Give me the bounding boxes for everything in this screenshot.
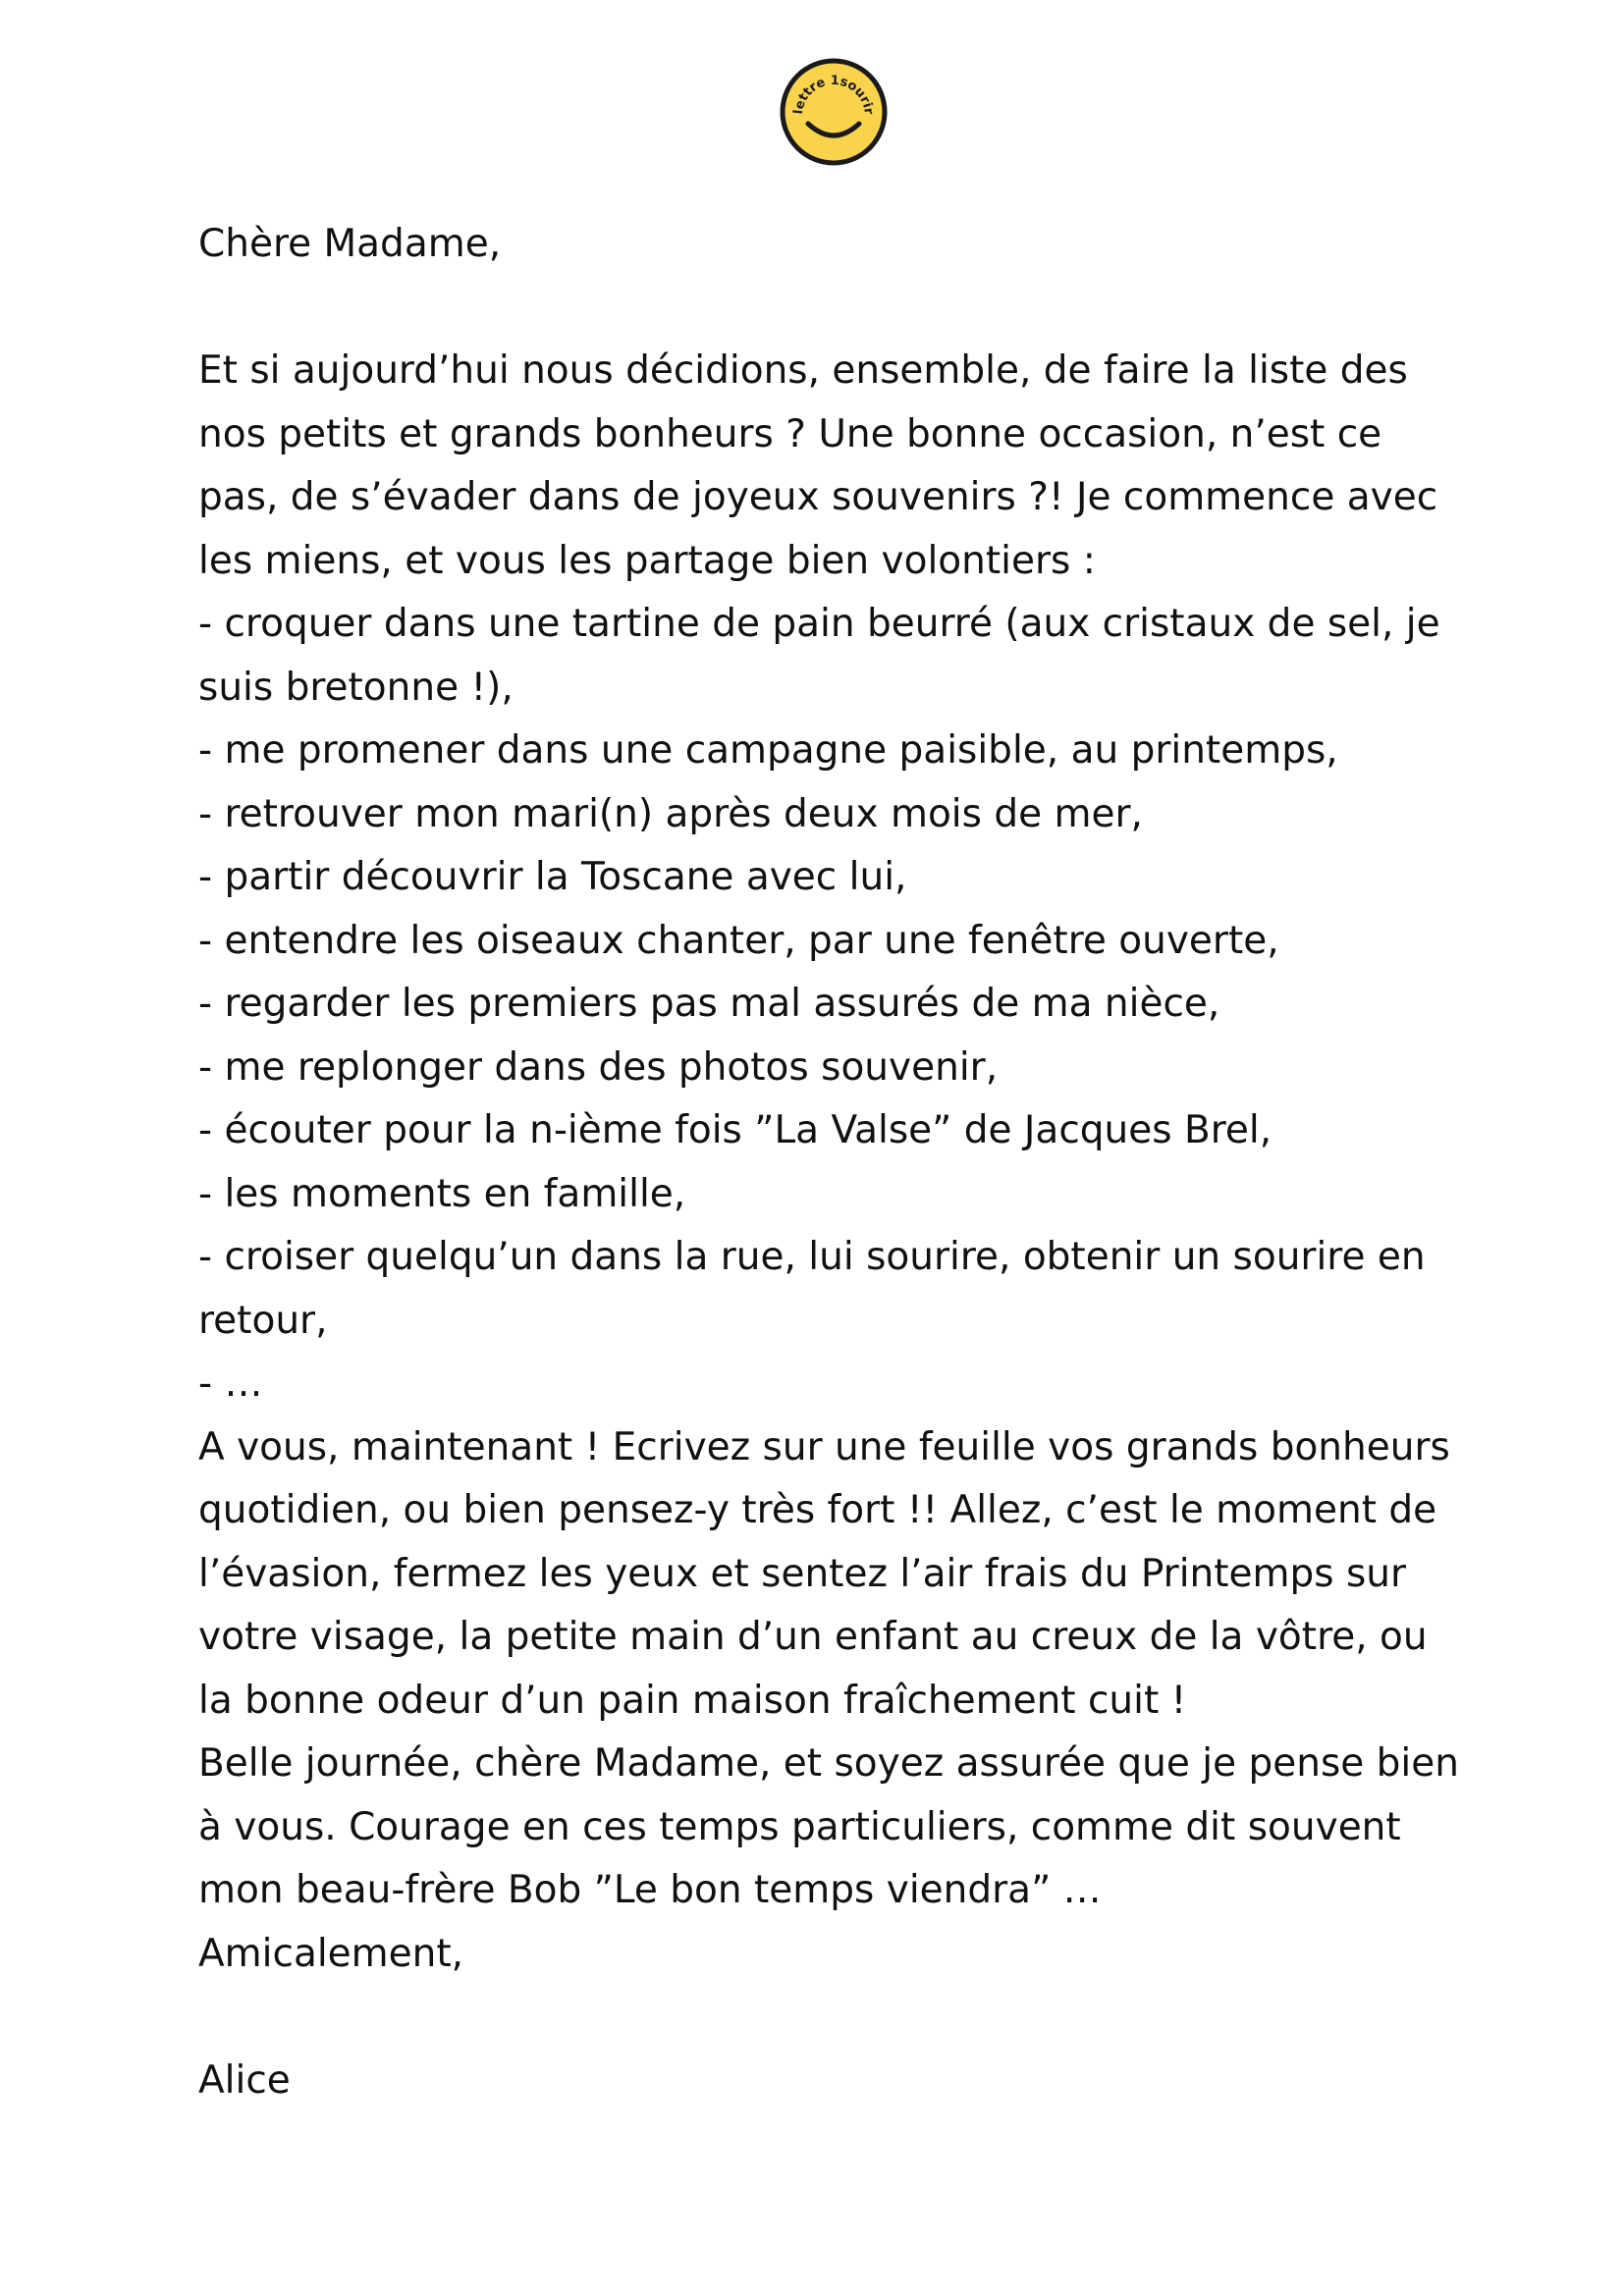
letter-line: - retrouver mon mari(n) après deux mois de mer,	[198, 791, 1143, 836]
signature: Alice	[198, 2057, 291, 2103]
letter-line: - partir découvrir la Toscane avec lui,	[198, 855, 907, 899]
letter-line: mon beau-frère Bob ”Le bon temps viendra” …	[198, 1868, 1102, 1912]
letter-line: - me replonger dans des photos souvenir,	[198, 1044, 999, 1090]
letter-line: Et si aujourd’hui nous décidions, ensemble, de faire la liste des	[198, 348, 1408, 393]
letter-line: nos petits et grands bonheurs ? Une bonne occasion, n’est ce	[198, 411, 1382, 456]
letter-line: à vous. Courage en ces temps particuliers, comme dit souvent	[198, 1804, 1401, 1849]
letter-line: - entendre les oiseaux chanter, par une fenêtre ouverte,	[198, 918, 1279, 963]
logo-text: lettre 1sourir	[791, 73, 877, 116]
greeting: Chère Madame,	[198, 222, 502, 266]
letter-line: les miens, et vous les partage bien volontiers :	[198, 538, 1096, 583]
letter-line: - regarder les premiers pas mal assurés de ma nièce,	[198, 982, 1220, 1026]
smiley-logo	[779, 57, 889, 167]
letter-line: - écouter pour la n-ième fois ”La Valse” de Jacques Brel,	[198, 1108, 1272, 1152]
letter-line: la bonne odeur d’un pain maison fraîchement cuit !	[198, 1678, 1187, 1723]
blank-line	[198, 277, 1475, 341]
letter-line: votre visage, la petite main d’un enfant au creux de la vôtre, ou	[198, 1615, 1428, 1659]
letter-line: A vous, maintenant ! Ecrivez sur une feuille vos grands bonheurs	[198, 1424, 1450, 1469]
letter-line: pas, de s’évader dans de joyeux souvenirs ?! Je commence avec	[198, 475, 1438, 519]
letter-line: suis bretonne !),	[198, 665, 514, 710]
letter-line: quotidien, ou bien pensez-y très fort !! Allez, c’est le moment de	[198, 1488, 1437, 1532]
letter-line: - les moments en famille,	[198, 1171, 686, 1216]
letter-line: Amicalement,	[198, 1931, 464, 1976]
smiley-logo-icon	[779, 57, 889, 167]
letter-line: - …	[198, 1362, 263, 1406]
letter-line: - croquer dans une tartine de pain beurré (aux cristaux de sel, je	[198, 602, 1440, 646]
letter-line: Belle journée, chère Madame, et soyez assurée que je pense bien	[198, 1741, 1459, 1786]
letter-paragraphs	[198, 340, 1475, 1986]
letter-line: - croiser quelqu’un dans la rue, lui sourire, obtenir un sourire en	[198, 1235, 1426, 1279]
letter-line: - me promener dans une campagne paisible, au printemps,	[198, 728, 1338, 773]
blank-line	[198, 1986, 1475, 2050]
letter-line: l’évasion, fermez les yeux et sentez l’air frais du Printemps sur	[198, 1551, 1407, 1596]
letter-line: retour,	[198, 1298, 328, 1343]
letter-body	[198, 213, 1475, 2112]
